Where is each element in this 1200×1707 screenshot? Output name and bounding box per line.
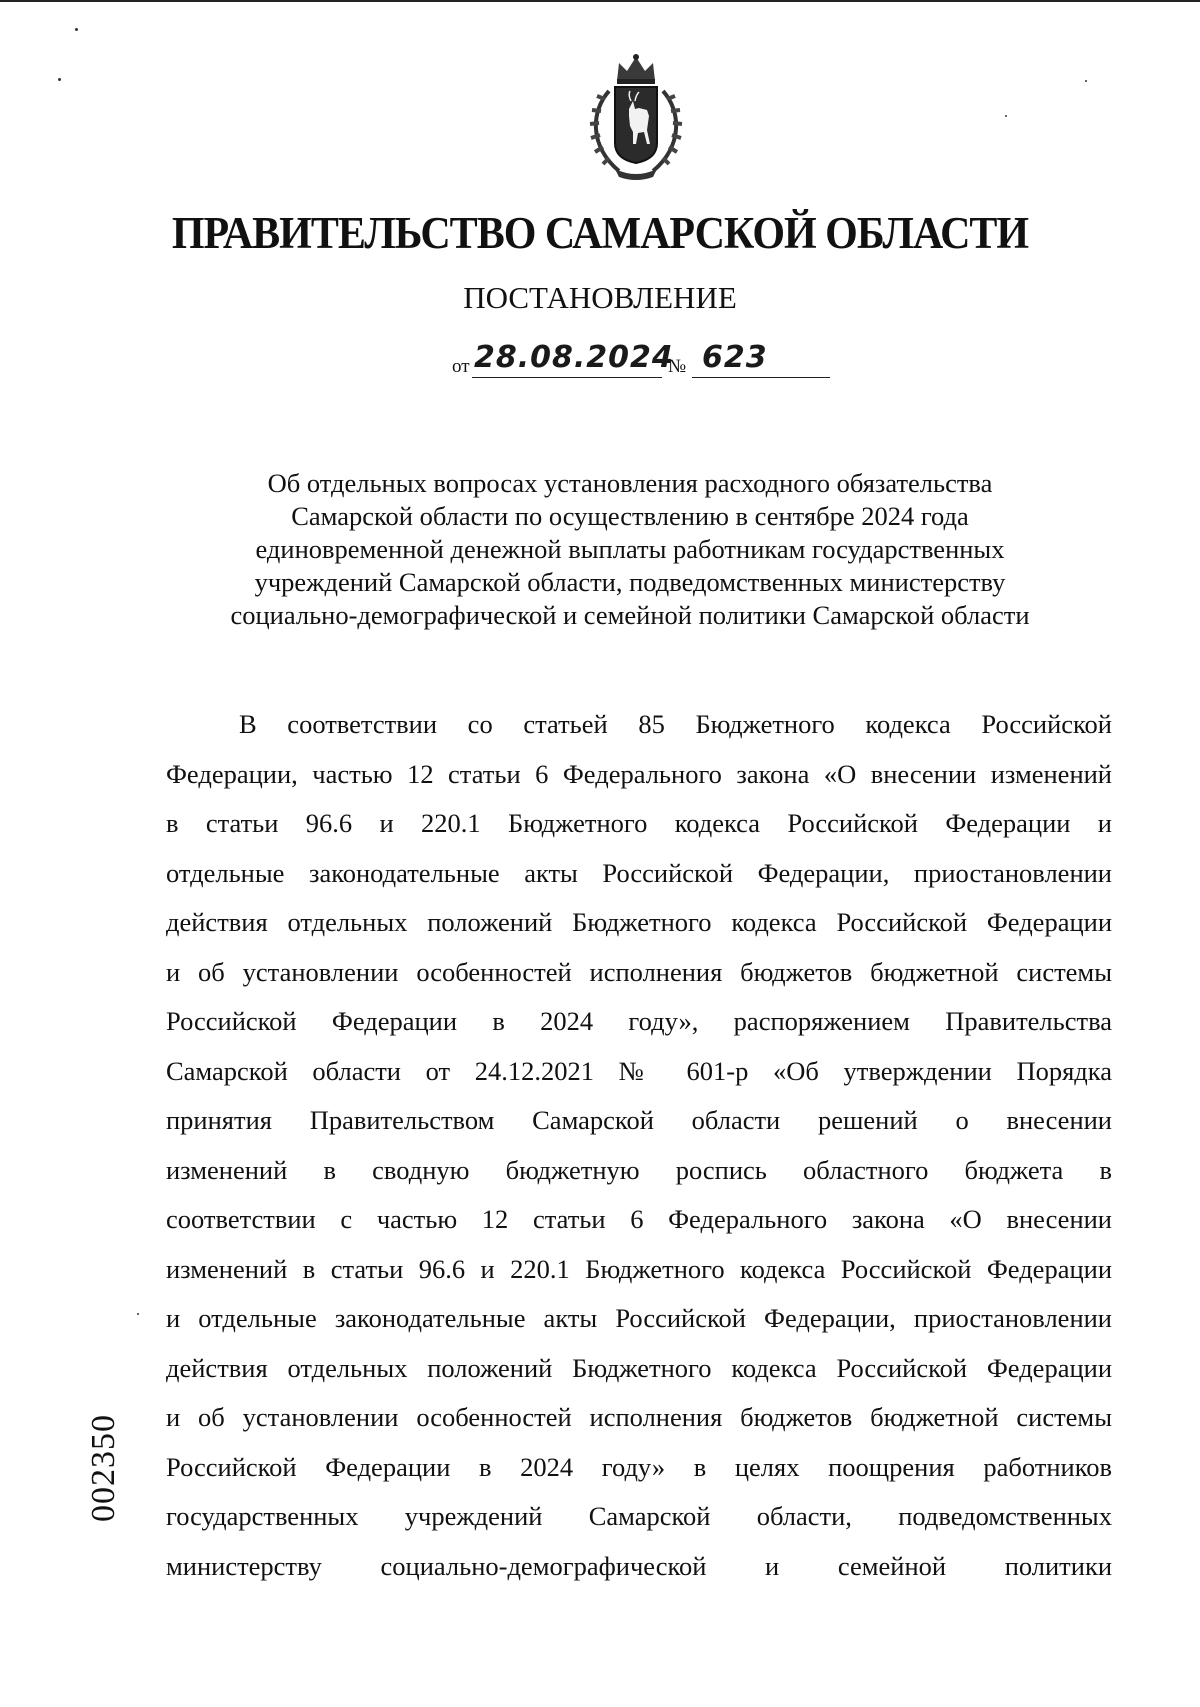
scan-speck [1085, 80, 1087, 82]
subject-line: единовременной денежной выплаты работникам государственных [255, 534, 1005, 564]
body-line: действия отдельных положений Бюджетного кодекса Российской Федерации [166, 907, 1112, 937]
subject-line: Об отдельных вопросах установления расходного обязательства [267, 468, 993, 498]
top-border-line [0, 0, 1200, 2]
body-line: и отдельные законодательные акты Российской Федерации, приостановлении [166, 1303, 1112, 1333]
body-line: Российской Федерации в 2024 году» в целях поощрения работников [166, 1451, 1112, 1482]
body-line: Российской Федерации в 2024 году», распоряжением Правительства [166, 1006, 1112, 1036]
subject-line: Самарской области по осуществлению в сентябре 2024 года [291, 501, 969, 531]
body-line: министерству социально-демографической и семейной политики [166, 1550, 1112, 1581]
body-line: изменений в статьи 96.6 и 220.1 Бюджетного кодекса Российской Федерации [166, 1253, 1112, 1284]
subject-line: социально-демографической и семейной политики Самарской области [230, 600, 1030, 630]
document-subject [190, 467, 1070, 632]
subject-line: учреждений Самарской области, подведомственных министерству [254, 567, 1006, 597]
body-line: отдельные законодательные акты Российской Федерации, приостановлении [166, 857, 1112, 888]
number-underline [692, 377, 830, 378]
body-line: и об установлении особенностей исполнения бюджетов бюджетной системы [166, 956, 1112, 987]
date-underline [472, 377, 662, 378]
body-line: принятия Правительством Самарской области решений о внесении [166, 1105, 1112, 1135]
body-line: действия отдельных положений Бюджетного кодекса Российской Федерации [166, 1352, 1112, 1383]
handwritten-number: 623 [702, 340, 768, 375]
document-body [166, 700, 1112, 1591]
organization-title: ПРАВИТЕЛЬСТВО САМАРСКОЙ ОБЛАСТИ [171, 209, 1029, 259]
date-number-line [452, 336, 832, 380]
body-line: Федерации, частью 12 статьи 6 Федерального закона «О внесении изменений [166, 758, 1112, 789]
body-line: соответствии с частью 12 статьи 6 Федерального закона «О внесении [166, 1204, 1112, 1234]
number-label: № [668, 356, 687, 377]
scan-speck [75, 28, 78, 31]
date-label: от [452, 356, 470, 377]
samara-coat-of-arms-icon [579, 51, 693, 182]
body-line: Самарской области от 24.12.2021 № 601-р «Об утверждении Порядка [166, 1055, 1112, 1086]
body-line: В соответствии со статьей 85 Бюджетного кодекса Российской [239, 709, 1112, 739]
scan-speck [58, 78, 61, 81]
scan-speck [1005, 115, 1007, 117]
sheet-serial-number: 002350 [85, 1414, 122, 1522]
body-line: изменений в сводную бюджетную роспись областного бюджета в [166, 1154, 1112, 1185]
handwritten-date: 28.08.2024 [474, 340, 674, 375]
scan-speck [137, 1313, 139, 1315]
body-line: в статьи 96.6 и 220.1 Бюджетного кодекса Российской Федерации и [166, 808, 1112, 838]
body-line: государственных учреждений Самарской области, подведомственных [166, 1501, 1112, 1531]
body-line: и об установлении особенностей исполнения бюджетов бюджетной системы [166, 1402, 1112, 1432]
document-type: ПОСТАНОВЛЕНИЕ [463, 280, 737, 315]
